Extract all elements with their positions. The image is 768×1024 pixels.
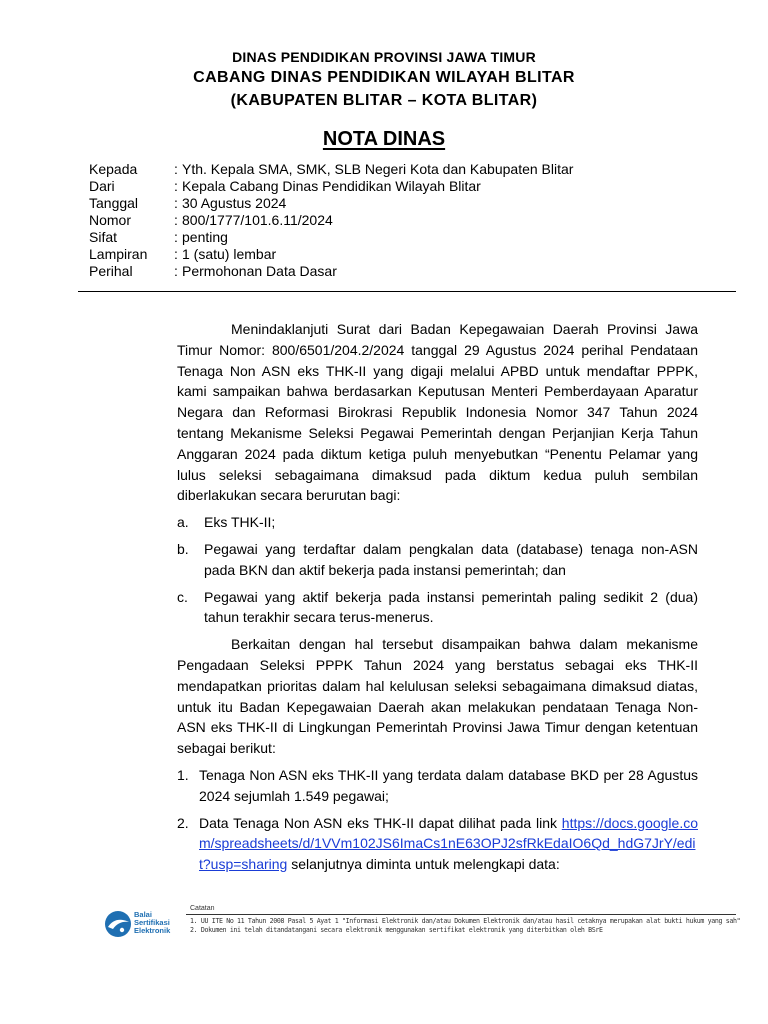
- list-item-a: a. Eks THK-II;: [177, 514, 276, 531]
- meta-row-lampiran: Lampiran : 1 (satu) lembar: [89, 246, 277, 262]
- paragraph-1: Menindaklanjuti Surat dari Badan Kepegawaian Daerah Provinsi Jawa Timur Nomor: 800/6501/204.2/2024 tanggal 29 Agustus 2024 perihal Pendataan Tenaga Non ASN eks THK-II yang digaji melalui APBD untuk mendaftar PPPK, kami sampaikan bahwa berdasarkan Keputusan Menteri Pemberdayaan Aparatur Negara dan Reformasi Birokrasi Republik Indonesia Nomor 347 Tahun 2024 tentang Mekanisme Seleksi Pegawai Pemerintah dengan Perjanjian Kerja Tahun Anggaran 2024 pada diktum ketiga puluh menyebutkan “Penentu Pelamar yang lulus seleksi sebagaimana dimaksud pada diktum kedua puluh sembilan diberlakukan secara berurutan bagi:: [177, 321, 698, 504]
- paragraph-2: Berkaitan dengan hal tersebut disampaikan bahwa dalam mekanisme Pengadaan Seleksi PPPK Tahun 2024 yang berstatus sebagai eks THK-II mendapatkan prioritas dalam hal kelulusan seleksi sebagaimana dimaksud diatas, untuk itu Badan Kepegawaian Daerah akan melakukan pendataan Tenaga Non-ASN eks THK-II di Lingkungan Pemerintah Provinsi Jawa Timur dengan ketentuan sebagai berikut:: [177, 636, 698, 757]
- esign-footer: [104, 905, 744, 941]
- bsre-logo-text: Balai Sertifikasi Elektronik: [134, 910, 171, 935]
- header-divider: [78, 291, 736, 292]
- meta-row-tanggal: Tanggal : 30 Agustus 2024: [89, 195, 287, 211]
- footer-divider: [186, 914, 736, 915]
- footer-catatan-label: Catatan: [190, 905, 215, 912]
- meta-row-kepada: Kepada : Yth. Kepala SMA, SMK, SLB Negeri Kota dan Kabupaten Blitar: [89, 161, 574, 177]
- list-item-c: c. Pegawai yang aktif bekerja pada instansi pemerintah paling sedikit 2 (dua) tahun terakhir secara terus-menerus.: [177, 588, 698, 626]
- meta-row-sifat: Sifat : penting: [89, 229, 228, 245]
- list-item-1: 1. Tenaga Non ASN eks THK-II yang terdata dalam database BKD per 28 Agustus 2024 sejumlah 1.549 pegawai;: [177, 766, 698, 804]
- meta-row-dari: Dari : Kepala Cabang Dinas Pendidikan Wilayah Blitar: [89, 178, 481, 194]
- meta-row-perihal: Perihal : Permohonan Data Dasar: [89, 263, 337, 279]
- document-title: [0, 128, 768, 151]
- list-item-b: b. Pegawai yang terdaftar dalam pengkalan data (database) tenaga non-ASN pada BKN dan aktif bekerja pada instansi pemerintah; dan: [177, 540, 698, 578]
- header-line-3: (KABUPATEN BLITAR – KOTA BLITAR): [230, 92, 538, 109]
- footer-note-2: 2. Dokumen ini telah ditandatangani secara elektronik menggunakan sertifikat elektronik yang diterbitkan oleh BSrE: [190, 926, 603, 934]
- header-line-2: CABANG DINAS PENDIDIKAN WILAYAH BLITAR: [193, 69, 575, 86]
- spreadsheet-link[interactable]: https://docs.google.com/spreadsheets/d/1VVm102JS6ImaCs1nE63OPJ2sfRkEdaIO6Qd_hdG7JrY/edit?usp=sharing: [199, 814, 698, 873]
- footer-note-1: 1. UU ITE No 11 Tahun 2008 Pasal 5 Ayat 1 "Informasi Elektronik dan/atau Dokumen Elektronik dan/atau hasil cetaknya merupakan alat bukti hukum yang sah": [190, 917, 741, 925]
- meta-row-nomor: Nomor : 800/1777/101.6.11/2024: [89, 212, 333, 228]
- header-line-1: DINAS PENDIDIKAN PROVINSI JAWA TIMUR: [232, 49, 536, 65]
- memo-meta: [89, 161, 573, 280]
- memo-body: [177, 319, 698, 881]
- document-title-text: NOTA DINAS: [322, 128, 446, 150]
- list-item-2: 2. Data Tenaga Non ASN eks THK-II dapat dilihat pada link https://docs.google.com/spreadsheets/d/1VVm102JS6ImaCs1nE63OPJ2sfRkEdaIO6Qd_hdG7JrY/edit?usp=sharing selanjutnya diminta untuk melengkapi data:: [177, 814, 698, 873]
